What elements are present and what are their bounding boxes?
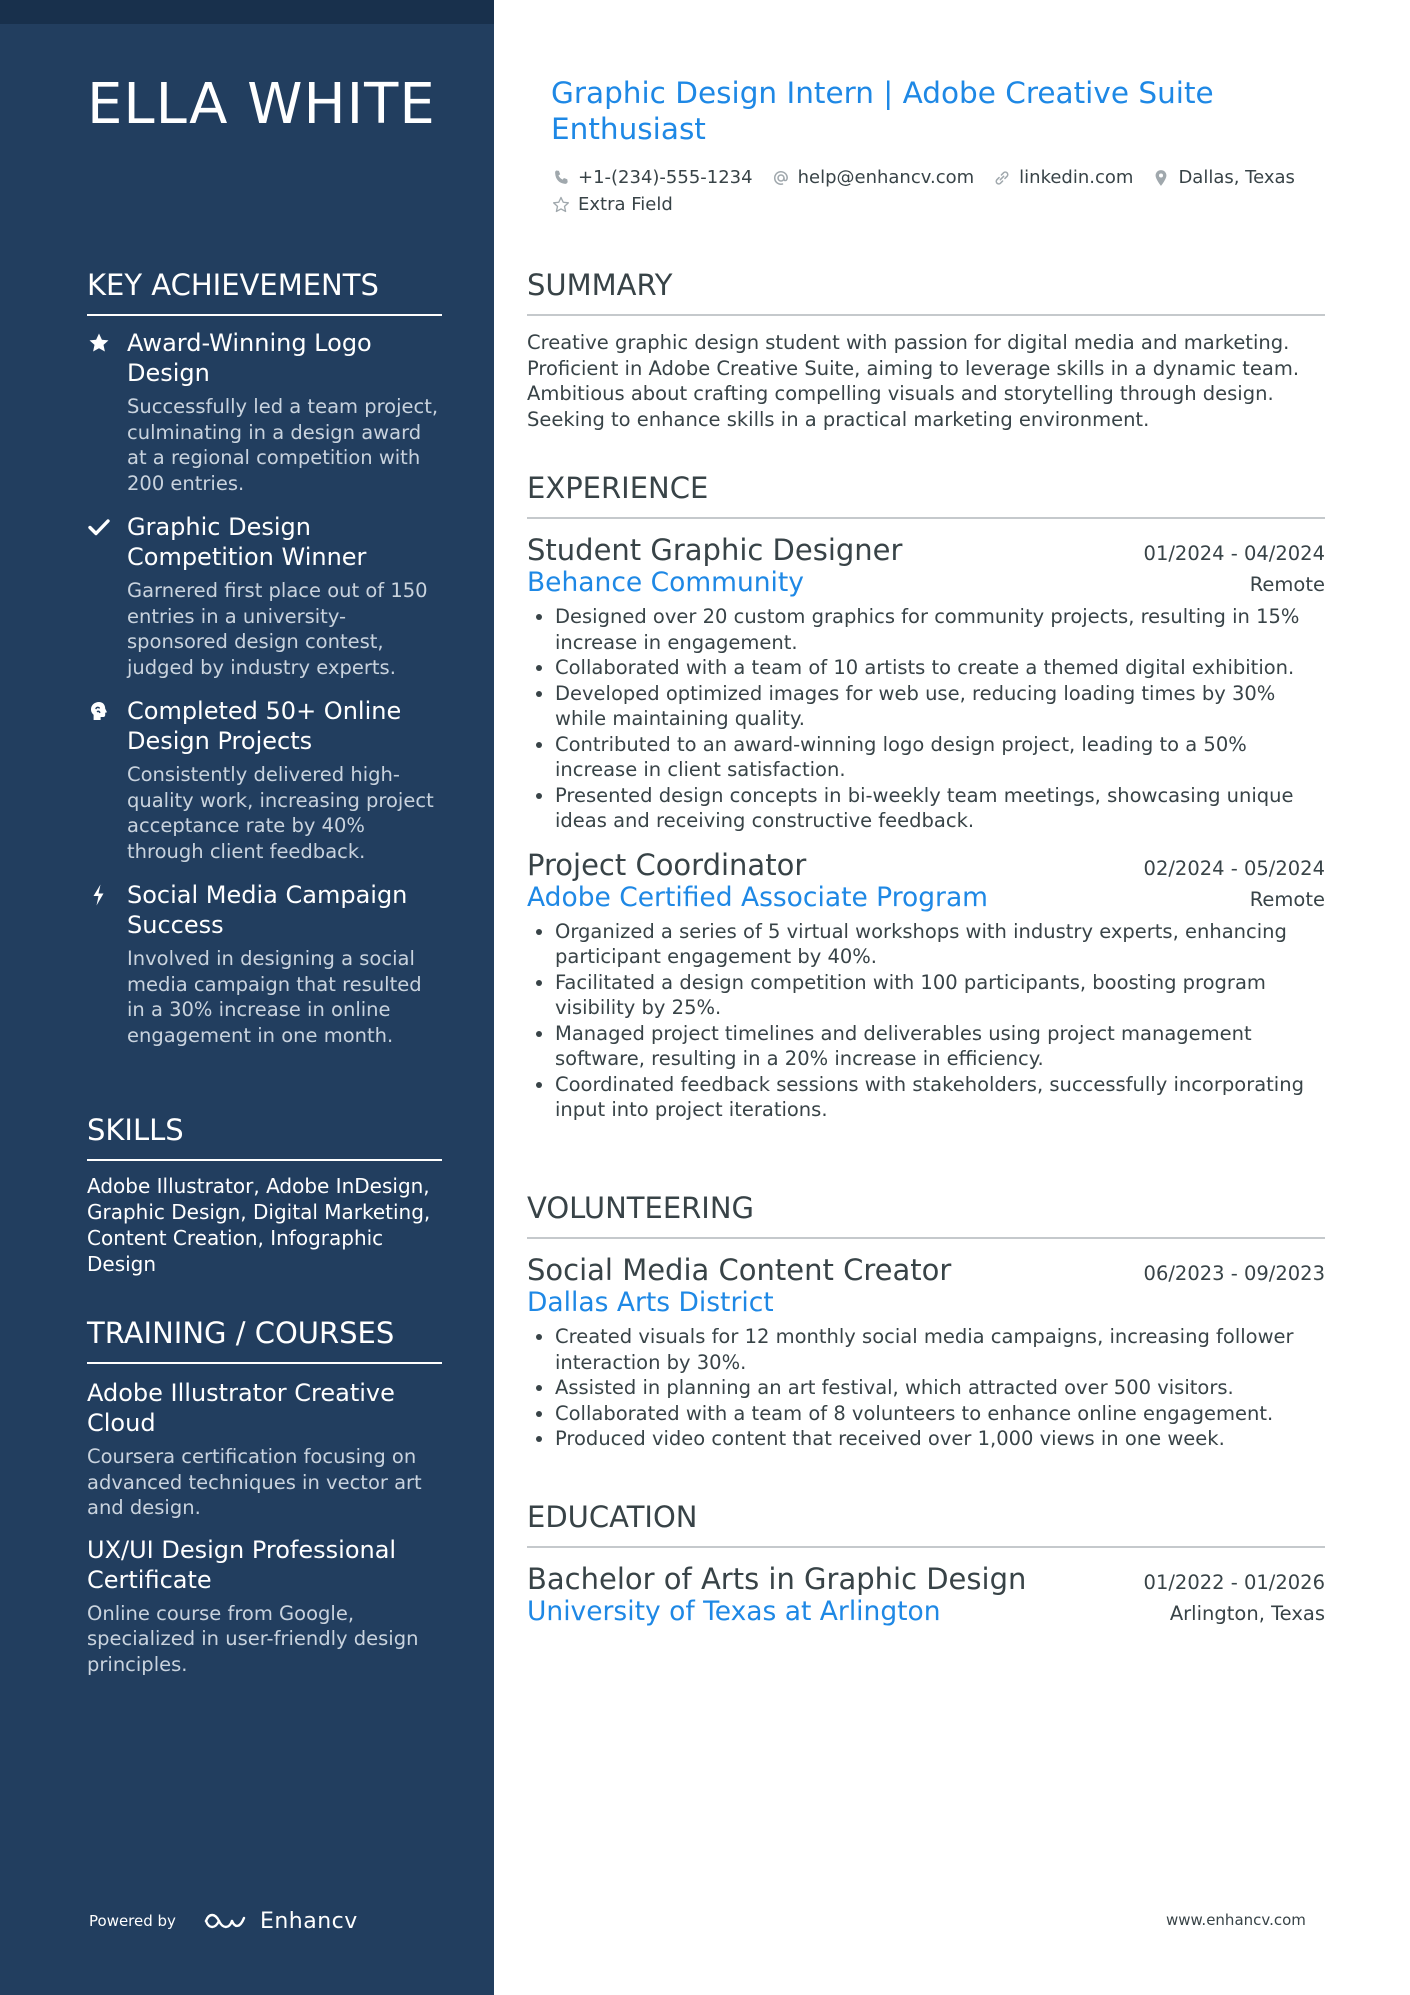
contact-phone[interactable]: [551, 167, 753, 188]
courses-heading: TRAINING / COURSES: [87, 1316, 442, 1364]
degree-title: Bachelor of Arts in Graphic Design: [527, 1562, 1027, 1596]
volunteering-entry: [527, 1253, 1325, 1452]
at-icon: [771, 168, 791, 188]
experience-entry: [527, 533, 1325, 834]
bullet-item: • Managed project timelines and deliverables using project management software, resulting in a 20% increase in efficiency.: [555, 1021, 1325, 1072]
summary-heading: SUMMARY: [527, 268, 1325, 316]
bullet-item: • Designed over 20 custom graphics for community projects, resulting in 15% increase in engagement.: [555, 604, 1325, 655]
summary-section: [527, 268, 1325, 432]
experience-section: [527, 471, 1325, 1123]
link-icon: [992, 168, 1012, 188]
achievement-description: Consistently delivered high-quality work, increasing project acceptance rate by 40% through client feedback.: [127, 763, 434, 863]
contact-info: [551, 164, 1331, 218]
job-dates: 01/2024 - 04/2024: [1143, 542, 1325, 565]
school-name: University of Texas at Arlington: [527, 1596, 941, 1627]
course-item: [87, 1535, 442, 1678]
achievement-item: [87, 696, 442, 864]
phone-icon: [551, 168, 571, 188]
achievements-list: [87, 328, 442, 1048]
star-outline-icon: [551, 195, 571, 215]
course-description: Coursera certification focusing on advanced techniques in vector art and design.: [87, 1445, 422, 1519]
volunteer-role: Social Media Content Creator: [527, 1253, 952, 1287]
linkedin-text: linkedin.com: [1019, 167, 1134, 188]
course-description: Online course from Google, specialized in user-friendly design principles.: [87, 1601, 419, 1676]
extra-field-text: Extra Field: [578, 194, 673, 215]
experience-entry: [527, 848, 1325, 1123]
job-location: Remote: [1249, 887, 1325, 911]
job-title: Student Graphic Designer: [527, 533, 903, 567]
enhancv-logo-icon: [202, 1908, 250, 1934]
brain-icon: [87, 699, 111, 723]
checkmark-icon: [87, 515, 111, 539]
job-bullets: [527, 919, 1325, 1123]
volunteering-heading: VOLUNTEERING: [527, 1191, 1325, 1239]
achievements-heading: KEY ACHIEVEMENTS: [87, 268, 442, 316]
powered-by-label: Powered by: [89, 1912, 176, 1930]
enhancv-brand-name: Enhancv: [259, 1908, 358, 1934]
lightning-icon: [87, 883, 111, 907]
experience-heading: EXPERIENCE: [527, 471, 1325, 519]
volunteer-organization: Dallas Arts District: [527, 1287, 774, 1318]
bullet-item: • Assisted in planning an art festival, which attracted over 500 visitors.: [555, 1375, 1325, 1401]
skills-list: Adobe Illustrator, Adobe InDesign, Graphic Design, Digital Marketing, Content Creation, Infographic Design: [87, 1174, 431, 1276]
bullet-item: • Presented design concepts in bi-weekly team meetings, showcasing unique ideas and receiving constructive feedback.: [555, 783, 1325, 834]
job-bullets: [527, 604, 1325, 834]
phone-text: +1-(234)-555-1234: [578, 167, 753, 188]
bullet-item: • Created visuals for 12 monthly social media campaigns, increasing follower interaction by 30%.: [555, 1324, 1325, 1375]
achievement-title: Graphic Design Competition Winner: [127, 513, 367, 571]
contact-email[interactable]: [771, 167, 975, 188]
bullet-item: • Coordinated feedback sessions with stakeholders, successfully incorporating input into project iterations.: [555, 1072, 1325, 1123]
powered-by: [89, 1908, 358, 1934]
employer-name: Adobe Certified Associate Program: [527, 881, 988, 913]
bullet-item: • Organized a series of 5 virtual workshops with industry experts, enhancing participant engagement by 40%.: [555, 919, 1325, 970]
email-text: help@enhancv.com: [797, 167, 975, 188]
course-title: Adobe Illustrator Creative Cloud: [87, 1379, 395, 1437]
achievements-section: [87, 268, 442, 1048]
achievement-title: Completed 50+ Online Design Projects: [127, 697, 402, 755]
bullet-item: • Collaborated with a team of 10 artists to create a themed digital exhibition.: [555, 655, 1325, 681]
location-pin-icon: [1151, 168, 1171, 188]
course-title: UX/UI Design Professional Certificate: [87, 1535, 397, 1594]
contact-extra-field: [551, 194, 673, 215]
volunteering-section: [527, 1191, 1325, 1452]
contact-linkedin[interactable]: [992, 167, 1133, 188]
achievement-item: [87, 880, 442, 1048]
bullet-item: • Developed optimized images for web use, reducing loading times by 30% while maintaining quality.: [555, 681, 1325, 732]
bullet-item: • Contributed to an award-winning logo design project, leading to a 50% increase in client satisfaction.: [555, 732, 1325, 783]
sidebar-top-strip: [0, 0, 494, 24]
bullet-item: • Collaborated with a team of 8 volunteers to enhance online engagement.: [555, 1401, 1325, 1427]
achievement-description: Successfully led a team project, culminating in a design award at a regional competition with 200 entries.: [127, 395, 439, 495]
education-section: [527, 1500, 1325, 1627]
contact-location: [1151, 167, 1295, 188]
course-item: [87, 1378, 442, 1521]
footer-website[interactable]: www.enhancv.com: [1166, 1911, 1306, 1929]
bullet-item: • Facilitated a design competition with 100 participants, boosting program visibility by 25%.: [555, 970, 1325, 1021]
volunteer-dates: 06/2023 - 09/2023: [1143, 1262, 1325, 1285]
education-heading: EDUCATION: [527, 1500, 1325, 1548]
achievement-description: Involved in designing a social media campaign that resulted in a 30% increase in online engagement in one month.: [127, 947, 422, 1047]
achievement-item: [87, 512, 442, 680]
star-icon: [87, 331, 111, 355]
location-text: Dallas, Texas: [1178, 167, 1295, 188]
bullet-item: • Produced video content that received over 1,000 views in one week.: [555, 1426, 1325, 1452]
job-location: Remote: [1249, 573, 1325, 596]
achievement-title: Award-Winning Logo Design: [127, 329, 372, 387]
headline: Graphic Design Intern | Adobe Creative Suite Enthusiast: [551, 76, 1214, 146]
achievement-item: [87, 328, 442, 496]
achievement-description: Garnered first place out of 150 entries in a university-sponsored design contest, judged by industry experts.: [127, 579, 428, 679]
summary-text: Creative graphic design student with passion for digital media and marketing. Proficient in Adobe Creative Suite, aiming to leverage skills in a dynamic team. Ambitious about crafting compelling visuals and storytelling through design. Seeking to enhance skills in a practical marketing environment.: [527, 331, 1300, 431]
school-location: Arlington, Texas: [1169, 1602, 1325, 1625]
achievement-title: Social Media Campaign Success: [127, 881, 408, 939]
job-title: Project Coordinator: [527, 847, 807, 882]
candidate-name: ELLA WHITE: [87, 72, 436, 137]
education-dates: 01/2022 - 01/2026: [1143, 1571, 1325, 1594]
job-dates: 02/2024 - 05/2024: [1143, 856, 1325, 880]
skills-heading: SKILLS: [87, 1113, 442, 1161]
volunteer-bullets: [527, 1324, 1325, 1452]
education-entry: [527, 1562, 1325, 1627]
skills-section: [87, 1113, 442, 1277]
employer-name: Behance Community: [527, 567, 804, 598]
courses-section: [87, 1316, 442, 1677]
